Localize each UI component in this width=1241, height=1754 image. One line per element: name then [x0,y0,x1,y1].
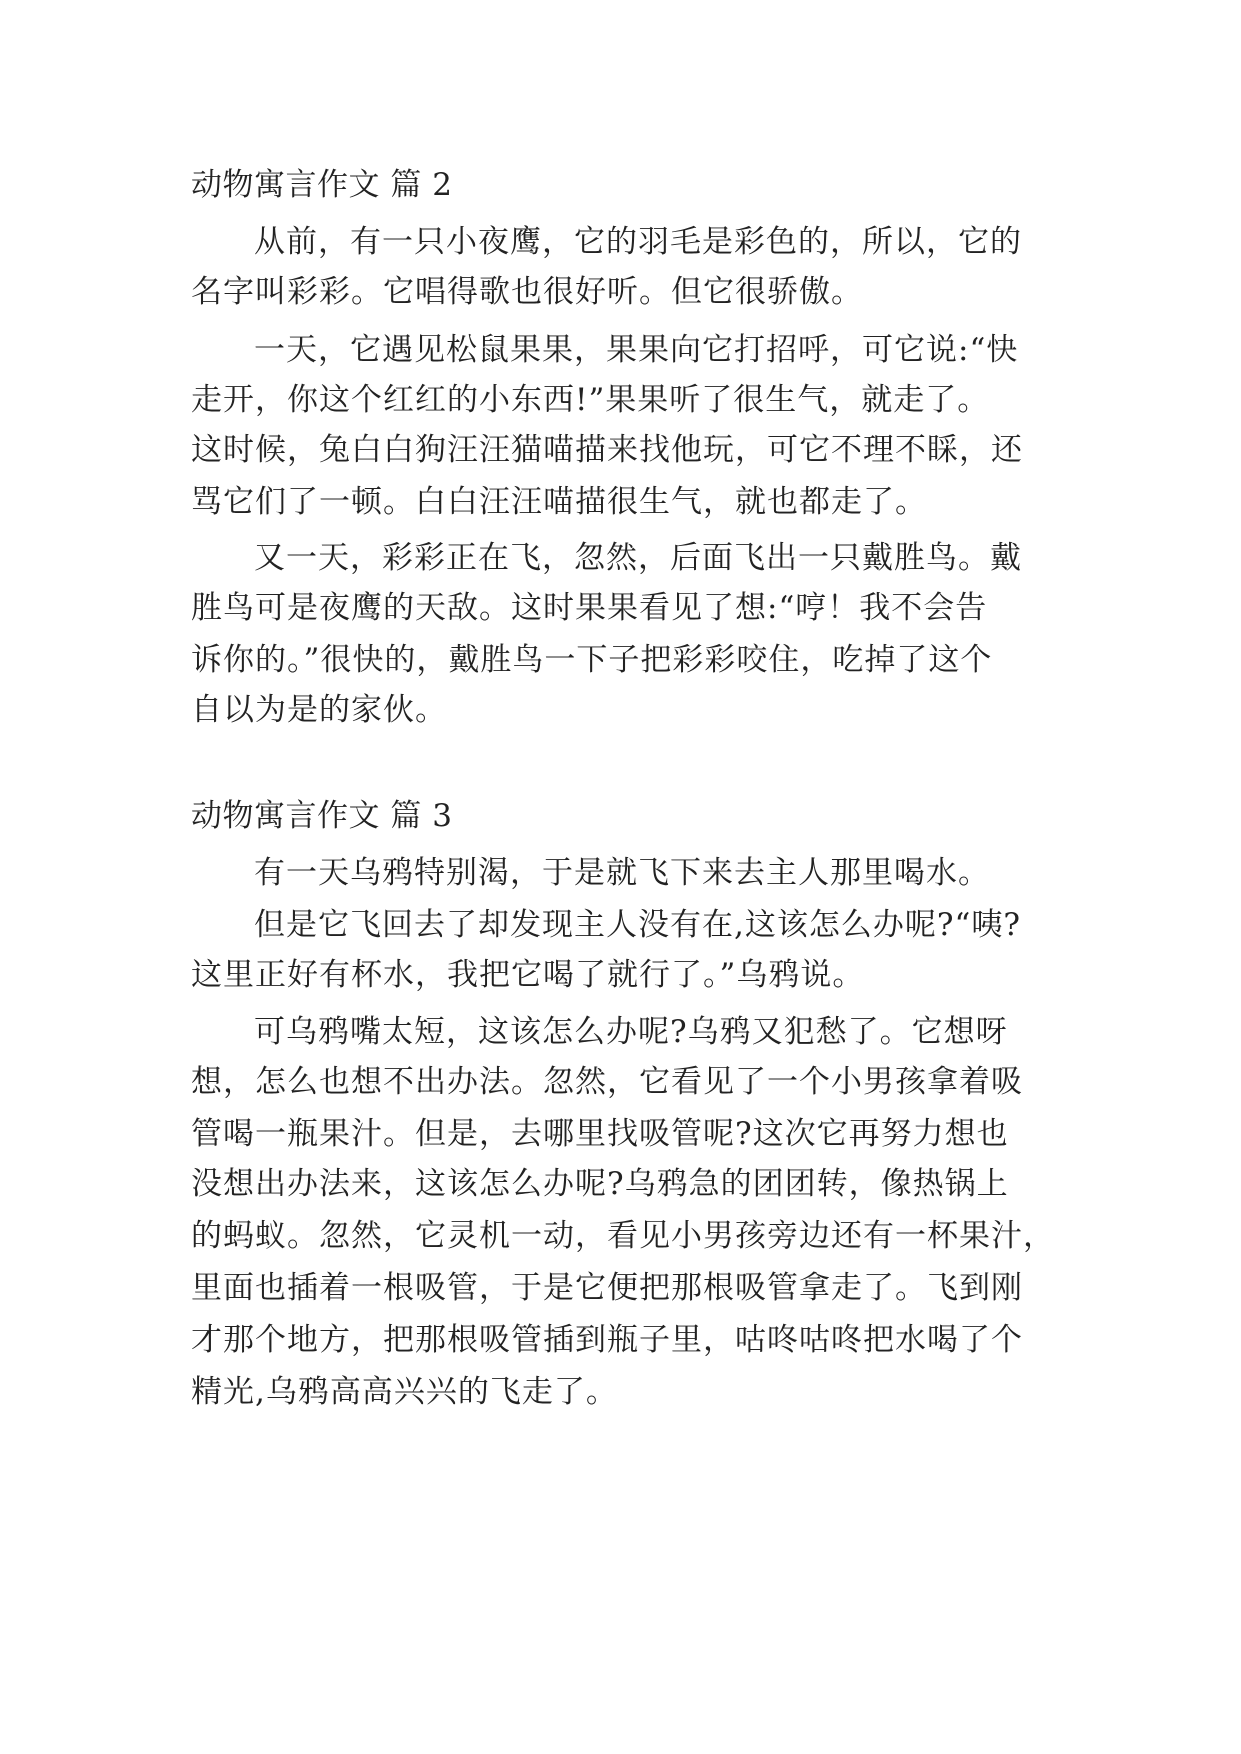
paragraph-line: 诉你的。”很快的，戴胜鸟一下子把彩彩咬住，吃掉了这个 [191,642,993,678]
paragraph-line: 一天，它遇见松鼠果果，果果向它打招呼，可它说:“快 [254,332,1019,368]
paragraph-line: 有一天乌鸦特别渴，于是就飞下来去主人那里喝水。 [254,855,990,891]
section-title-3: 动物寓言作文 篇 3 [191,798,453,834]
paragraph-line: 骂它们了一顿。白白汪汪喵描很生气，就也都走了。 [191,484,927,520]
paragraph-line: 里面也插着一根吸管，于是它便把那根吸管拿走了。飞到刚 [191,1270,1023,1306]
paragraph-line: 的蚂蚁。忽然，它灵机一动，看见小男孩旁边还有一杯果汁， [191,1218,1055,1254]
paragraph-line: 名字叫彩彩。它唱得歌也很好听。但它很骄傲。 [191,274,863,310]
paragraph-line: 想，怎么也想不出办法。忽然，它看见了一个小男孩拿着吸 [191,1064,1023,1100]
paragraph-line: 这时候，兔白白狗汪汪猫喵描来找他玩，可它不理不睬，还 [191,432,1023,468]
paragraph-line: 自以为是的家伙。 [191,692,447,728]
paragraph-line: 又一天，彩彩正在飞，忽然，后面飞出一只戴胜鸟。戴 [254,540,1022,576]
section-title-2: 动物寓言作文 篇 2 [191,167,453,203]
paragraph-line: 精光,乌鸦高高兴兴的飞走了。 [191,1374,618,1410]
paragraph-line: 走开，你这个红红的小东西!”果果听了很生气，就走了。 [191,382,990,418]
paragraph-line: 这里正好有杯水，我把它喝了就行了。”乌鸦说。 [191,957,865,993]
paragraph-line: 可乌鸦嘴太短，这该怎么办呢?乌鸦又犯愁了。它想呀 [254,1014,1008,1050]
paragraph-line: 没想出办法来，这该怎么办呢?乌鸦急的团团转，像热锅上 [191,1166,1009,1202]
paragraph-line: 才那个地方，把那根吸管插到瓶子里，咕咚咕咚把水喝了个 [191,1322,1023,1358]
paragraph-line: 从前，有一只小夜鹰，它的羽毛是彩色的，所以，它的 [254,224,1022,260]
paragraph-line: 但是它飞回去了却发现主人没有在,这该怎么办呢?“咦? [254,907,1021,943]
paragraph-line: 管喝一瓶果汁。但是，去哪里找吸管呢?这次它再努力想也 [191,1116,1009,1152]
paragraph-line: 胜鸟可是夜鹰的天敌。这时果果看见了想:“哼！我不会告 [191,590,988,626]
